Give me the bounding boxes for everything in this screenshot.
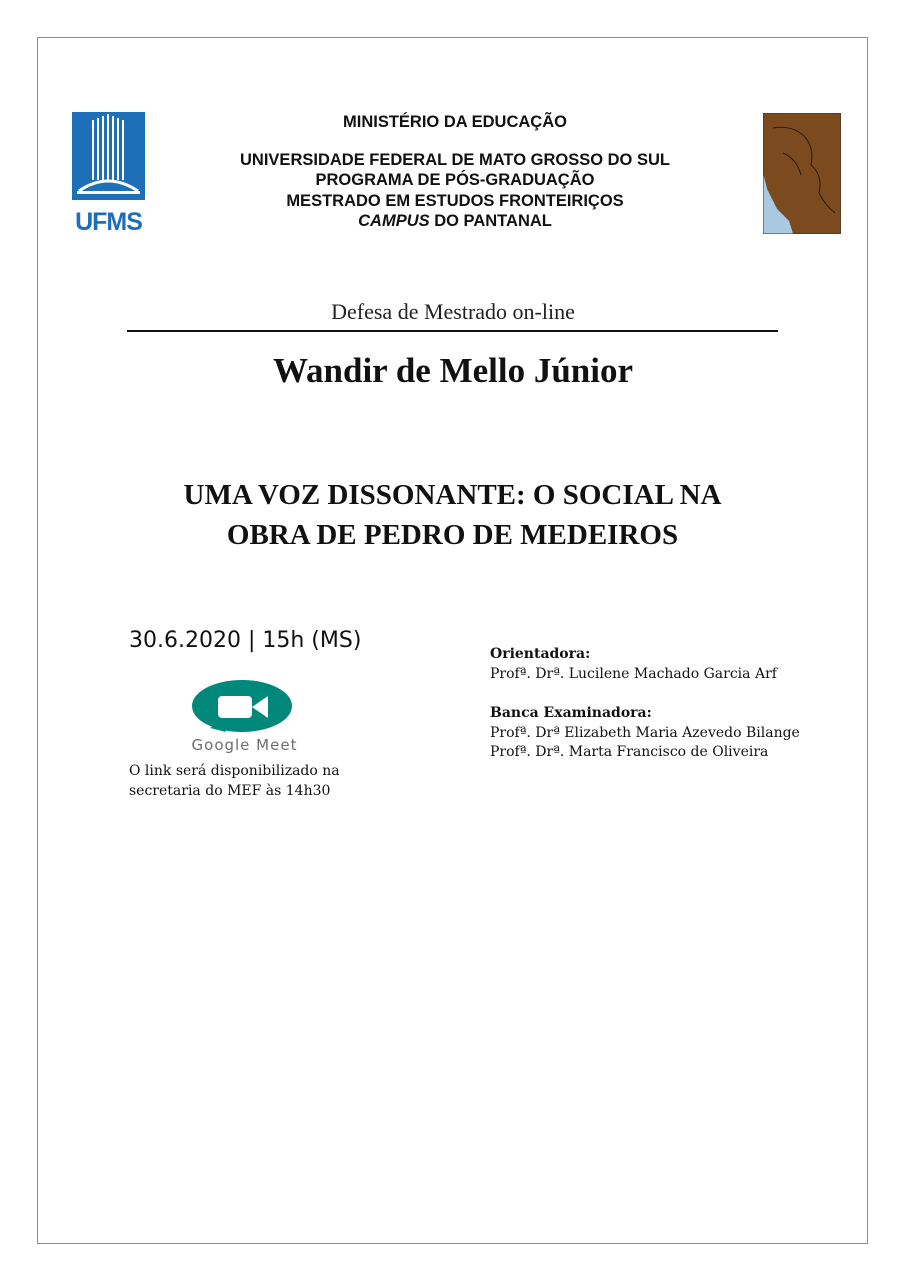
board-member: Profª. Drª. Marta Francisco de Oliveira — [490, 744, 769, 760]
thesis-title-line-1: UMA VOZ DISSONANTE: O SOCIAL NA — [183, 479, 722, 511]
link-note — [129, 761, 389, 801]
title-divider — [127, 330, 778, 332]
candidate-name: Wandir de Mello Júnior — [272, 351, 634, 390]
event-datetime: 30.6.2020 | 15h (MS) — [129, 628, 362, 653]
university-name: UNIVERSIDADE FEDERAL DE MATO GROSSO DO SUL — [240, 150, 670, 169]
ufms-logo — [71, 111, 146, 235]
google-meet-icon — [192, 678, 292, 738]
committee-section — [490, 645, 850, 763]
masters-name: MESTRADO EM ESTUDOS FRONTEIRIÇOS — [286, 191, 624, 210]
campus-location: DO PANTANAL — [429, 212, 552, 230]
google-meet-wordmark: Google Meet — [191, 736, 298, 754]
region-map — [763, 113, 841, 234]
link-note-line-2: secretaria do MEF às 14h30 — [129, 783, 331, 799]
thesis-title-line-2: OBRA DE PEDRO DE MEDEIROS — [226, 519, 679, 551]
thesis-title — [100, 475, 805, 555]
institution-header — [150, 112, 760, 232]
board-member: Profª. Drª Elizabeth Maria Azevedo Bilange — [490, 724, 800, 741]
ministry-name: MINISTÉRIO DA EDUCAÇÃO — [343, 113, 567, 131]
campus-name — [150, 211, 760, 232]
advisor-name: Profª. Drª. Lucilene Machado Garcia Arf — [490, 665, 777, 682]
link-note-line-1: O link será disponibilizado na — [129, 763, 340, 779]
program-name: PROGRAMA DE PÓS-GRADUAÇÃO — [315, 171, 595, 189]
defense-type: Defesa de Mestrado on-line — [331, 299, 575, 324]
advisor-label: Orientadora: — [490, 646, 591, 662]
board-label: Banca Examinadora: — [490, 705, 652, 721]
ufms-logo-text: UFMS — [75, 208, 142, 235]
campus-word: CAMPUS — [358, 212, 430, 230]
